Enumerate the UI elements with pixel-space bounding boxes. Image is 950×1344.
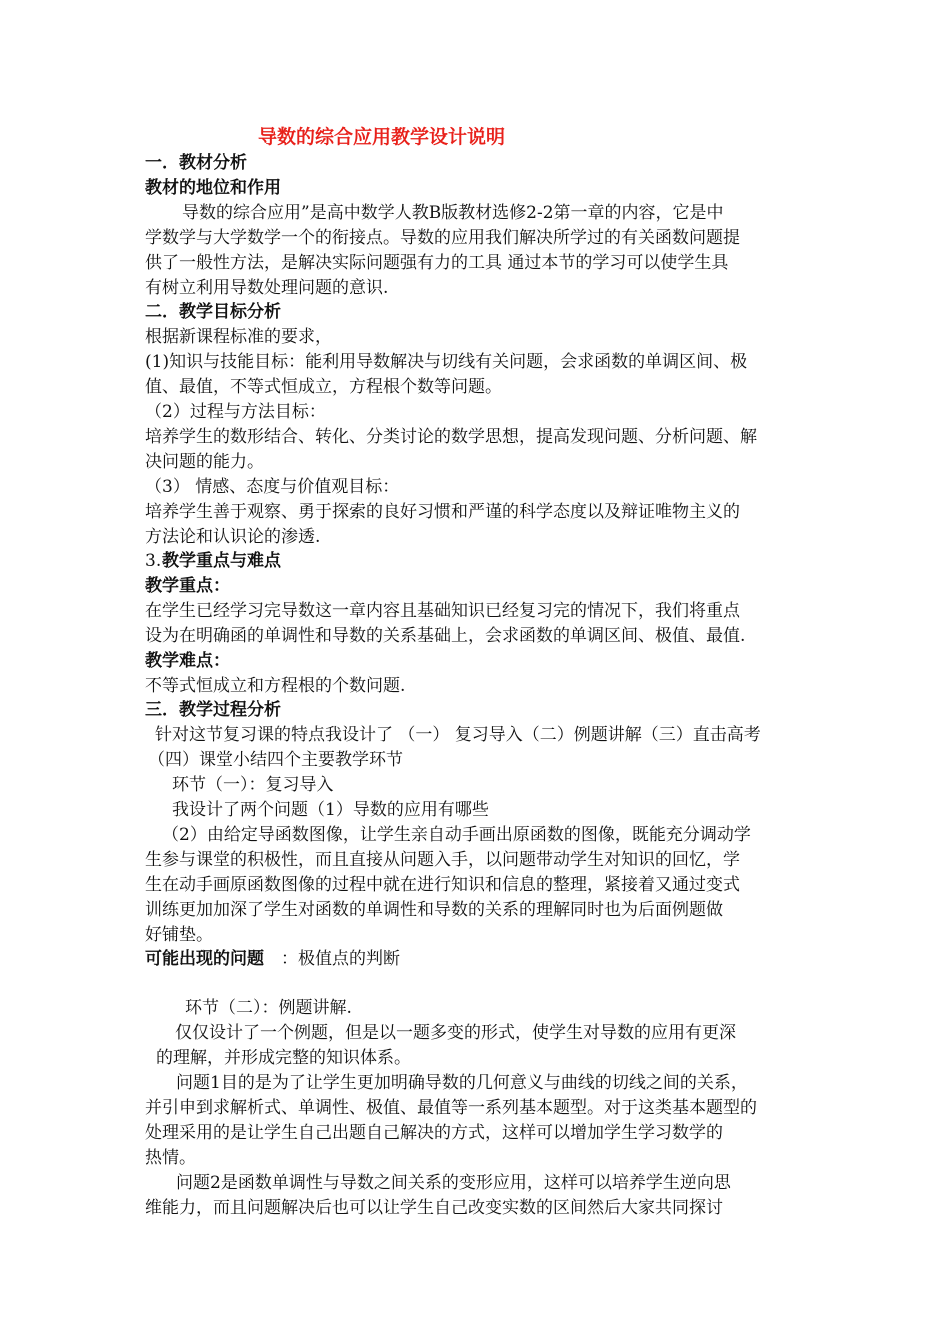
paragraph-line: 问题2是函数单调性与导数之间关系的变形应用，这样可以培养学生逆向思 — [176, 1173, 731, 1193]
paragraph-line: 根据新课程标准的要求， — [145, 327, 332, 347]
section-heading: 一．教材分析 — [145, 153, 247, 173]
paragraph-line: 在学生已经学习完导数这一章内容且基础知识已经复习完的情况下，我们将重点 — [145, 601, 740, 621]
paragraph-line: 有树立利用导数处理问题的意识. — [145, 278, 389, 298]
section-heading: 二．教学目标分析 — [145, 302, 281, 322]
subheading: 教学难点： — [145, 651, 230, 671]
subheading: 可能出现的问题 — [145, 949, 264, 969]
paragraph-line: ：极值点的判断 — [281, 949, 400, 969]
paragraph-line: 问题1目的是为了让学生更加明确导数的几何意义与曲线的切线之间的关系， — [176, 1073, 748, 1093]
paragraph-line: 设为在明确函的单调性和导数的关系基础上，会求函数的单调区间、极值、最值. — [145, 626, 746, 646]
paragraph-line: （3） 情感、态度与价值观目标： — [145, 477, 400, 497]
paragraph-line: 热情。 — [145, 1148, 196, 1168]
paragraph-line: 针对这节复习课的特点我设计了 （一） 复习导入（二）例题讲解（三）直击高考 — [155, 725, 761, 745]
paragraph-line: 生在动手画原函数图像的过程中就在进行知识和信息的整理，紧接着又通过变式 — [145, 875, 740, 895]
paragraph-line: 培养学生的数形结合、转化、分类讨论的数学思想，提高发现问题、分析问题、解 — [145, 427, 757, 447]
paragraph-line: 不等式恒成立和方程根的个数问题. — [145, 676, 406, 696]
paragraph-line: 决问题的能力。 — [145, 452, 264, 472]
paragraph-line: 培养学生善于观察、勇于探索的良好习惯和严谨的科学态度以及辩证唯物主义的 — [145, 502, 740, 522]
paragraph-line: 并引申到求解析式、单调性、极值、最值等一系列基本题型。对于这类基本题型的 — [145, 1098, 757, 1118]
paragraph-line: 好铺垫。 — [145, 925, 213, 945]
paragraph-line: 仅仅设计了一个例题，但是以一题多变的形式，使学生对导数的应用有更深 — [175, 1023, 736, 1043]
paragraph-line: 维能力，而且问题解决后也可以让学生自己改变实数的区间然后大家共同探讨 — [145, 1198, 723, 1218]
paragraph-line: 环节（一）：复习导入 — [172, 775, 334, 795]
paragraph-line: 方法论和认识论的渗透. — [145, 527, 321, 547]
paragraph-line: 值、最值，不等式恒成立，方程根个数等问题。 — [145, 377, 502, 397]
section-heading: 三．教学过程分析 — [145, 700, 281, 720]
paragraph-line: 训练更加加深了学生对函数的单调性和导数的关系的理解同时也为后面例题做 — [145, 900, 723, 920]
paragraph-line: （2）由给定导函数图像，让学生亲自动手画出原函数的图像，既能充分调动学 — [162, 825, 751, 845]
paragraph-line: （四）课堂小结四个主要教学环节 — [148, 750, 403, 770]
paragraph-line: 处理采用的是让学生自己出题自己解决的方式，这样可以增加学生学习数学的 — [145, 1123, 723, 1143]
paragraph-line: 学数学与大学数学一个的衔接点。导数的应用我们解决所学过的有关函数问题提 — [145, 228, 740, 248]
paragraph-line: （2）过程与方法目标： — [145, 402, 326, 422]
paragraph-line: (1)知识与技能目标：能利用导数解决与切线有关问题，会求函数的单调区间、极 — [145, 352, 748, 372]
paragraph-line: 供了一般性方法，是解决实际问题强有力的工具 通过本节的学习可以使学生具 — [145, 253, 729, 273]
section-heading: 教学重点与难点 — [162, 551, 281, 571]
paragraph-line: 生参与课堂的积极性，而且直接从问题入手，以问题带动学生对知识的回忆，学 — [145, 850, 740, 870]
subheading: 教学重点： — [145, 576, 230, 596]
subheading: 教材的地位和作用 — [145, 178, 281, 198]
section-number: 3. — [145, 551, 162, 571]
document-title: 导数的综合应用教学设计说明 — [258, 126, 506, 148]
paragraph-line: 的理解，并形成完整的知识体系。 — [156, 1048, 411, 1068]
paragraph-line: 环节（二）：例题讲解. — [185, 998, 352, 1018]
paragraph-line: 导数的综合应用”是高中数学人教B版教材选修2-2第一章的内容，它是中 — [182, 203, 724, 223]
paragraph-line: 我设计了两个问题（1）导数的应用有哪些 — [172, 800, 489, 820]
